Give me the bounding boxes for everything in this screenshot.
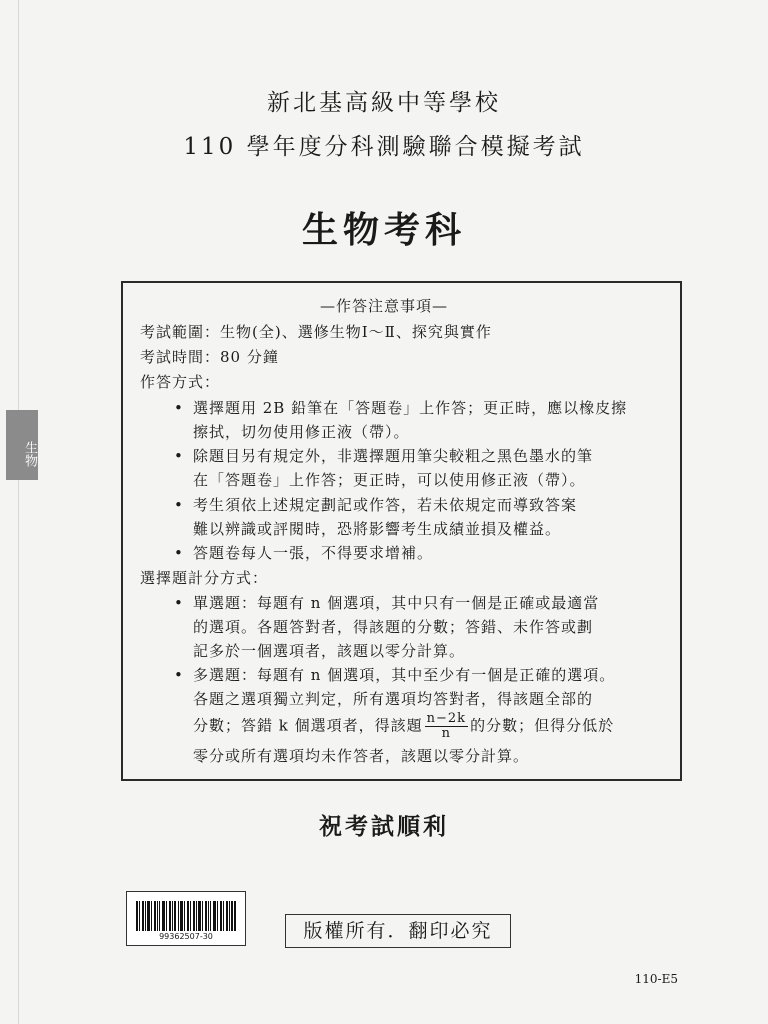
fraction-numerator: n−2k: [426, 711, 467, 726]
multi-choice-line-3: [193, 712, 614, 741]
barcode-number: 99362507-30: [159, 932, 213, 941]
method-item-3-line-2: 難以辨識或評閱時，恐將影響考生成績並損及權益。: [193, 520, 562, 538]
single-choice-line-1: 單選題：每題有 n 個選項，其中只有一個是正確或最適當: [193, 594, 600, 612]
method-item-1-line-1: 選擇題用 2B 鉛筆在「答題卷」上作答；更正時，應以橡皮擦: [193, 399, 628, 417]
bullet-icon: •: [174, 666, 183, 684]
bullet-icon: •: [174, 496, 183, 514]
multi-choice-line-2: 各題之選項獨立判定，所有選項均答對者，得該題全部的: [193, 690, 594, 708]
single-choice-line-3: 記多於一個選項者，該題以零分計算。: [193, 642, 466, 660]
exam-time: 考試時間：80 分鐘: [140, 348, 279, 366]
method-item-2-line-2: 在「答題卷」上作答；更正時，可以使用修正液（帶）。: [193, 471, 586, 489]
exam-scope: 考試範圍：生物(全)、選修生物Ⅰ～Ⅱ、探究與實作: [140, 323, 492, 341]
method-item-1-line-2: 擦拭，切勿使用修正液（帶）。: [193, 423, 410, 441]
page-code: 110-E5: [634, 972, 678, 986]
blessing-text: 祝考試順利: [319, 813, 449, 840]
method-heading: 作答方式：: [140, 373, 221, 391]
subject-side-tab: 生物: [6, 410, 38, 480]
fraction-denominator: n: [441, 726, 452, 741]
scoring-heading: 選擇題計分方式：: [140, 569, 269, 587]
copyright-notice: 版權所有．翻印必究: [285, 914, 511, 948]
bullet-icon: •: [174, 544, 183, 562]
subject-title: 生物考科: [301, 209, 466, 251]
method-item-3-line-1: 考生須依上述規定劃記或作答，若未依規定而導致答案: [193, 496, 578, 514]
method-item-2-line-1: 除題目另有規定外，非選擇題用筆尖較粗之黑色墨水的筆: [193, 447, 594, 465]
single-choice-line-2: 的選項。各題答對者，得該題的分數；答錯、未作答或劃: [193, 618, 594, 636]
multi-choice-line-1: 多選題：每題有 n 個選項，其中至少有一個是正確的選項。: [193, 666, 616, 684]
bullet-icon: •: [174, 594, 183, 612]
method-item-4-line-1: 答題卷每人一張，不得要求增補。: [193, 544, 434, 562]
bullet-icon: •: [174, 399, 183, 417]
notice-title: —作答注意事項—: [319, 297, 448, 315]
bullet-icon: •: [174, 447, 183, 465]
multi-choice-line-3-after: 的分數；但得分低於: [470, 716, 615, 735]
exam-title: 110 學年度分科測驗聯合模擬考試: [183, 134, 585, 160]
multi-choice-line-3-before: 分數；答錯 k 個選項者，得該題: [193, 716, 423, 735]
barcode-icon: [136, 901, 236, 931]
score-fraction: [425, 712, 468, 741]
multi-choice-line-4: 零分或所有選項均未作答者，該題以零分計算。: [193, 747, 530, 765]
barcode-label: [126, 891, 246, 946]
school-name: 新北基高級中等學校: [267, 90, 501, 116]
